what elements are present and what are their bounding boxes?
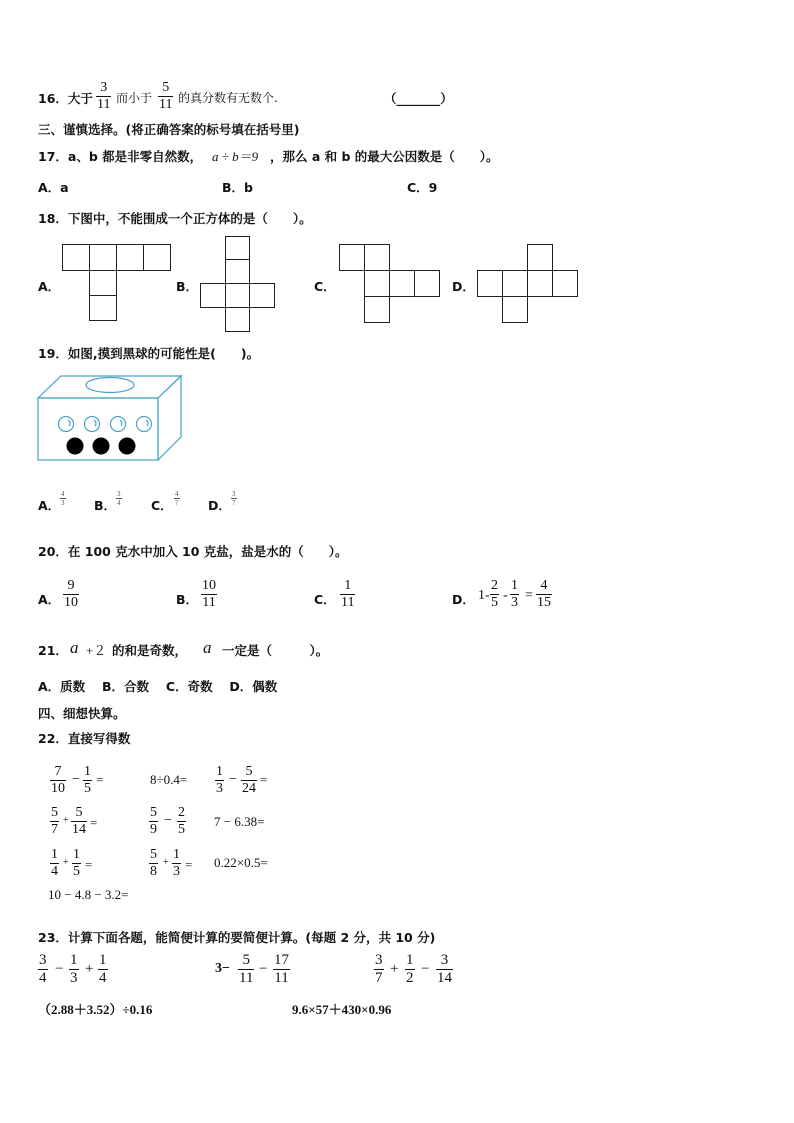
q22-r3a-fraction-2 (72, 847, 81, 880)
numerator: 5 (150, 847, 157, 862)
denominator: 24 (242, 781, 256, 796)
denominator: 4 (39, 970, 47, 986)
q20-option-c[interactable]: C． (314, 592, 336, 607)
q18-net-a-diagram (62, 244, 172, 322)
q20-text: 20．在 100 克水中加入 10 克盐，盐是水的（ ）。 (38, 544, 348, 559)
q23-e3-fraction-1 (374, 952, 384, 987)
q19-fraction-a (60, 490, 66, 507)
denominator: 11 (341, 595, 355, 610)
denominator: 14 (72, 822, 86, 837)
q22-r1c-fraction-2 (241, 764, 257, 797)
q17-text-a: 17．a、b 都是非零自然数， (38, 149, 203, 164)
q18-net-b-diagram (200, 236, 276, 332)
q23-e3-op1: + (390, 961, 399, 977)
numerator: 1 (73, 847, 80, 862)
q16-fraction-2 (158, 80, 173, 113)
denominator: 10 (51, 781, 65, 796)
q22-r1a-fraction-1 (50, 764, 66, 797)
denominator: 7 (51, 822, 58, 837)
denominator: 7 (375, 970, 383, 986)
numerator: 3 (100, 80, 108, 95)
q20-option-b[interactable]: B． (176, 592, 199, 607)
q19-fraction-d (231, 490, 237, 507)
q22-r2a-fraction-2 (71, 805, 87, 838)
q23-e2-fraction-1 (238, 952, 254, 987)
denominator: 4 (99, 970, 107, 986)
q22-r1c-eq: = (260, 772, 268, 787)
q21-variable-a-2: a (203, 638, 212, 657)
q22-r3b-fraction-1 (149, 847, 158, 880)
denominator: 5 (178, 822, 185, 837)
q18-option-d[interactable]: D． (452, 279, 475, 294)
q20-d-minus: - (503, 588, 508, 603)
q17-expression: a ÷ b＝9 (212, 149, 259, 164)
q22-r2c: 7 − 6.38= (214, 814, 265, 829)
q20-fraction-c (340, 578, 355, 611)
denominator: 14 (437, 970, 452, 986)
denominator: 11 (202, 595, 216, 610)
numerator: 5 (242, 952, 250, 968)
numerator: 4 (61, 490, 65, 498)
section-3-heading: 三、谨慎选择。(将正确答案的标号填在括号里) (38, 122, 300, 137)
q21-text-b: 一定是（ ）。 (222, 643, 329, 658)
q18-option-b[interactable]: B． (176, 279, 199, 294)
q22-r3a-fraction-1 (50, 847, 59, 880)
q22-r2a-fraction-1 (50, 805, 59, 838)
q22-r4a: 10 − 4.8 − 3.2= (48, 887, 129, 902)
q23-e3-op2: − (421, 961, 430, 977)
q23-e1-fraction-3 (98, 952, 108, 987)
numerator: 4 (540, 578, 548, 593)
denominator: 11 (274, 970, 289, 986)
q19-option-a[interactable]: A． (38, 498, 61, 513)
denominator: 3 (173, 864, 180, 879)
q23-e5: 9.6×57＋430×0.96 (292, 1002, 392, 1017)
q16-answer-blank[interactable]: （_______） (384, 91, 453, 106)
q20-d-fraction-1 (490, 578, 499, 611)
numerator: 3 (375, 952, 383, 968)
numerator: 2 (491, 578, 498, 593)
q23-e1-fraction-1 (38, 952, 48, 987)
q20-fraction-b (201, 578, 217, 611)
q22-r2a-op: + (63, 815, 69, 826)
numerator: 7 (54, 764, 62, 779)
denominator: 5 (73, 864, 80, 879)
q22-r3b-op: + (163, 857, 169, 868)
q19-fraction-c (174, 490, 180, 507)
denominator: 11 (97, 97, 111, 112)
numerator: 1 (51, 847, 58, 862)
denominator: 3 (511, 595, 518, 610)
numerator: 1 (216, 764, 223, 779)
q22-title: 22．直接写得数 (38, 731, 131, 746)
q22-r3a-eq: = (85, 857, 93, 872)
denominator: 8 (150, 864, 157, 879)
q22-r1a-fraction-2 (83, 764, 92, 797)
q17-text-b: ，那么 a 和 b 的最大公因数是（ ）。 (270, 149, 499, 164)
q16-text-b: 而小于 (116, 91, 153, 105)
q22-r2b-fraction-2 (177, 805, 186, 838)
q22-r1c-fraction-1 (215, 764, 224, 797)
q16-text-a: 16．大于 (38, 91, 93, 106)
denominator: 3 (216, 781, 223, 796)
denominator: 11 (239, 970, 254, 986)
numerator: 3 (117, 490, 121, 498)
denominator: 10 (64, 595, 78, 610)
q23-e2-lead: 3− (215, 961, 230, 976)
numerator: 1 (511, 578, 518, 593)
q21-text-a: 的和是奇数， (112, 643, 188, 658)
denominator: 3 (61, 499, 65, 507)
denominator: 4 (117, 499, 121, 507)
section-4-heading: 四、细想快算。 (38, 706, 126, 721)
q21-options[interactable]: A．质数 B．合数 C．奇数 D．偶数 (38, 679, 278, 694)
numerator: 1 (99, 952, 107, 968)
q22-r3c: 0.22×0.5= (214, 855, 268, 870)
q22-r2b-fraction-1 (149, 805, 158, 838)
denominator: 5 (491, 595, 498, 610)
numerator: 3 (232, 490, 236, 498)
q20-fraction-a (63, 578, 79, 611)
q19-fraction-b (116, 490, 122, 507)
q20-option-d[interactable]: D． (452, 592, 475, 607)
q22-r2b-op: − (164, 813, 172, 828)
q23-e3-fraction-3 (436, 952, 453, 987)
q23-e2-fraction-2 (273, 952, 290, 987)
numerator: 1 (70, 952, 78, 968)
numerator: 9 (67, 578, 75, 593)
q18-text: 18．下图中，不能围成一个正方体的是（ ）。 (38, 211, 312, 226)
q16-text-c: 的真分数有无数个. (178, 91, 278, 105)
numerator: 1 (344, 578, 352, 593)
q20-d-prefix: 1- (478, 588, 490, 603)
q21-number: 21． (38, 643, 68, 658)
numerator: 1 (84, 764, 91, 779)
denominator: 11 (159, 97, 173, 112)
q16-fraction-1 (96, 80, 111, 113)
q23-e4: （2.88＋3.52）÷0.16 (38, 1002, 153, 1017)
q22-r3b-fraction-2 (172, 847, 181, 880)
q18-net-d-diagram (477, 244, 579, 324)
q23-e2-op: − (259, 961, 268, 977)
q23-e3-fraction-2 (405, 952, 415, 987)
numerator: 1 (173, 847, 180, 862)
numerator: 4 (175, 490, 179, 498)
denominator: 9 (150, 822, 157, 837)
denominator: 3 (70, 970, 78, 986)
q19-option-d[interactable]: D． (208, 498, 231, 513)
q20-d-fraction-3 (536, 578, 552, 611)
q18-net-c-diagram (339, 244, 441, 324)
denominator: 4 (51, 864, 58, 879)
q21-variable-a: a (70, 638, 79, 657)
q17-option-a[interactable]: A．a (38, 180, 69, 195)
q20-option-a[interactable]: A． (38, 592, 61, 607)
q23-title: 23．计算下面各题，能简便计算的要简便计算。(每题 2 分，共 10 分) (38, 930, 436, 945)
q18-option-a[interactable]: A． (38, 279, 61, 294)
numerator: 1 (406, 952, 414, 968)
denominator: 15 (537, 595, 551, 610)
q23-e1-fraction-2 (69, 952, 79, 987)
numerator: 17 (274, 952, 289, 968)
q23-e1-op1: − (55, 961, 64, 977)
denominator: 7 (232, 499, 236, 507)
numerator: 5 (162, 80, 170, 95)
q22-r2a-eq: = (90, 815, 98, 830)
q22-r3a-op: + (63, 857, 69, 868)
q22-r1a-op: − (72, 772, 80, 787)
q17-option-b[interactable]: B．b (222, 180, 253, 195)
numerator: 5 (245, 764, 253, 779)
q20-d-fraction-2 (510, 578, 519, 611)
numerator: 5 (51, 805, 58, 820)
q18-option-c[interactable]: C． (314, 279, 336, 294)
numerator: 5 (75, 805, 83, 820)
q19-text: 19．如图,摸到黑球的可能性是( )。 (38, 346, 260, 361)
q19-option-c[interactable]: C． (151, 498, 173, 513)
q22-r1b: 8÷0.4= (150, 772, 188, 787)
q22-r3b-eq: = (185, 857, 193, 872)
q22-r1a-eq: = (96, 772, 104, 787)
q23-e1-op2: + (85, 961, 94, 977)
q22-r1c-op: − (229, 772, 237, 787)
q21-plus-two: +２ (86, 643, 107, 658)
q17-option-c[interactable]: C．9 (407, 180, 438, 195)
q19-ball-box-illustration (37, 374, 183, 464)
denominator: 7 (175, 499, 179, 507)
q19-option-b[interactable]: B． (94, 498, 117, 513)
numerator: 10 (202, 578, 216, 593)
denominator: 2 (406, 970, 414, 986)
numerator: 3 (39, 952, 47, 968)
denominator: 5 (84, 781, 91, 796)
numerator: 5 (150, 805, 157, 820)
q20-d-equals: = (525, 588, 533, 603)
numerator: 3 (440, 952, 449, 968)
numerator: 2 (178, 805, 185, 820)
